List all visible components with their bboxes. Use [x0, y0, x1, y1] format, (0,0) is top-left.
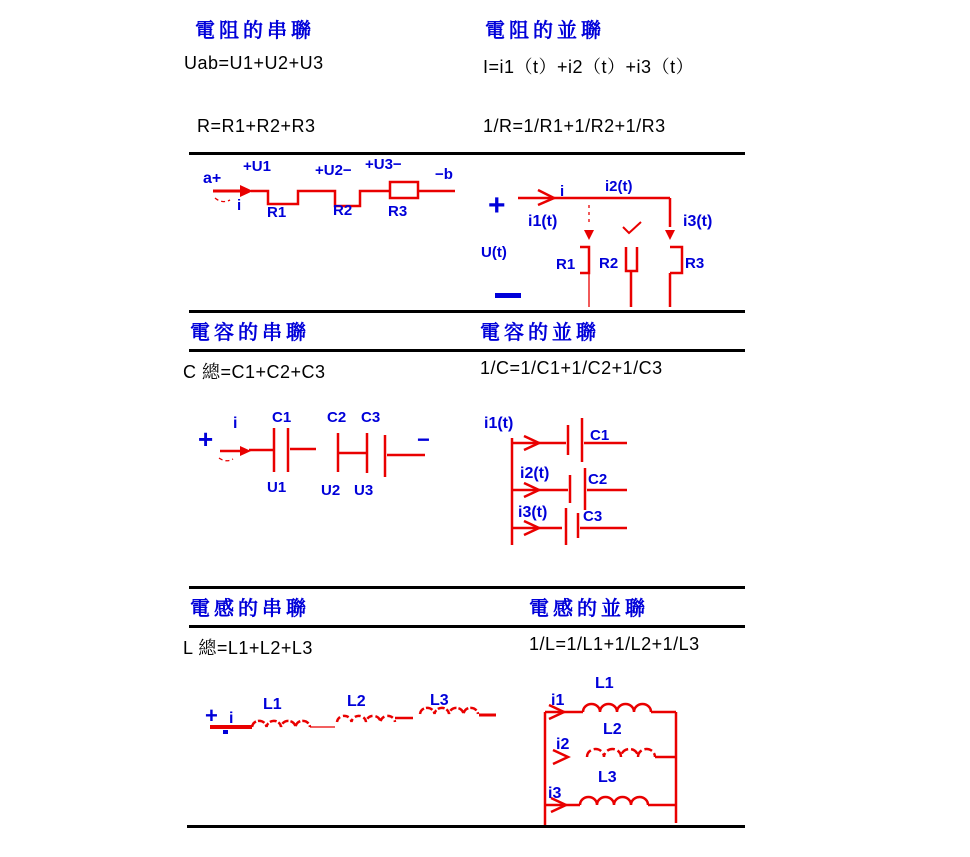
resistor-parallel-title: 電阻的並聯 [485, 20, 605, 42]
inductor-series-formula: L 總=L1+L2+L3 [183, 638, 313, 658]
branch3-arrowhead [665, 230, 675, 240]
voltage-label: U(t) [481, 244, 507, 261]
l3-label: L3 [430, 692, 449, 709]
inductor-parallel-title: 電感的並聯 [529, 598, 649, 620]
divider-line [189, 349, 745, 352]
l2-label: L2 [603, 721, 622, 738]
c3-label: C3 [361, 409, 381, 426]
resistor-parallel-kcl-formula: I=i1（t）+i2（t）+i3（t） [483, 57, 695, 77]
c3-label: C3 [583, 508, 603, 525]
c1-label: C1 [590, 427, 610, 444]
coil-l3 [420, 708, 478, 714]
parallel-capacitor-diagram [480, 405, 650, 555]
plus-sign: + [488, 189, 506, 222]
resistor-box-r3 [390, 182, 418, 198]
i2-label: i2(t) [520, 465, 550, 482]
resistor-r1-symbol [580, 247, 589, 273]
i1-label: i1(t) [484, 415, 514, 432]
resistor-series-title: 電阻的串聯 [195, 20, 315, 42]
l3-label: L3 [598, 769, 617, 786]
i3-label: i3(t) [683, 213, 713, 230]
u2-label: U2 [321, 482, 341, 499]
minus-sign [495, 293, 521, 298]
branch1-arrowhead [584, 230, 594, 240]
capacitor-series-title: 電容的串聯 [190, 322, 310, 344]
node-b-label: −b [435, 166, 453, 183]
i1-label: i1(t) [528, 213, 558, 230]
resistor-series-kvl-formula: Uab=U1+U2+U3 [184, 53, 324, 73]
current-label: i [229, 710, 234, 727]
resistor-r2-symbol [626, 247, 637, 271]
coil-l1 [252, 721, 310, 727]
i3-label: i3(t) [518, 504, 548, 521]
l1-label: L1 [595, 675, 614, 692]
u3-label: +U3− [365, 156, 402, 173]
c2-label: C2 [327, 409, 347, 426]
capacitor-parallel-title: 電容的並聯 [480, 322, 600, 344]
r2-label: R2 [333, 202, 353, 219]
l2-label: L2 [347, 693, 366, 710]
r1-label: R1 [556, 256, 576, 273]
series-capacitor-diagram [195, 403, 455, 503]
plus-sign: + [198, 424, 214, 454]
l1-label: L1 [263, 696, 282, 713]
series-resistor-diagram [195, 155, 470, 245]
r3-label: R3 [685, 255, 705, 272]
inductor-parallel-formula: 1/L=1/L1+1/L2+1/L3 [529, 634, 700, 654]
r2-label: R2 [599, 255, 619, 272]
coil-l2 [587, 749, 655, 757]
capacitor-parallel-formula: 1/C=1/C1+1/C2+1/C3 [480, 358, 663, 378]
coil-l1 [583, 704, 651, 712]
resistor-parallel-formula: 1/R=1/R1+1/R2+1/R3 [483, 116, 666, 136]
arrow-tail [219, 458, 233, 461]
i3-label: i3 [548, 785, 562, 802]
resistor-series-formula: R=R1+R2+R3 [197, 116, 316, 136]
u2-label: +U2− [315, 162, 352, 179]
coil-l3 [580, 797, 648, 805]
plus-sign: + [205, 703, 218, 728]
i2-label: i2(t) [605, 178, 633, 195]
branch2-check [623, 222, 641, 233]
divider-line [189, 625, 745, 628]
i1-label: i1 [551, 692, 565, 709]
c2-label: C2 [588, 471, 608, 488]
current-label: i [560, 183, 565, 200]
inductor-series-title: 電感的串聯 [190, 598, 310, 620]
resistor-r3-symbol [670, 247, 682, 273]
divider-line [189, 586, 745, 589]
minus-sign: − [417, 427, 430, 452]
c1-label: C1 [272, 409, 292, 426]
capacitor-series-formula: C 總=C1+C2+C3 [183, 362, 326, 382]
current-label: i [237, 197, 242, 214]
r3-label: R3 [388, 203, 408, 220]
divider-line [189, 310, 745, 313]
node-a-label: a+ [203, 170, 222, 187]
parallel-inductor-diagram [535, 668, 690, 830]
r1-label: R1 [267, 204, 287, 221]
i2-label: i2 [556, 736, 570, 753]
parallel-resistor-diagram [480, 175, 745, 315]
arrow-dot [223, 730, 228, 734]
arrow-tail [215, 198, 230, 202]
u1-label: +U1 [243, 158, 271, 175]
u3-label: U3 [354, 482, 374, 499]
series-inductor-diagram [195, 678, 505, 743]
coil-l2 [337, 716, 395, 722]
bottom-divider-line [187, 825, 745, 828]
u1-label: U1 [267, 479, 287, 496]
current-label: i [233, 415, 238, 432]
